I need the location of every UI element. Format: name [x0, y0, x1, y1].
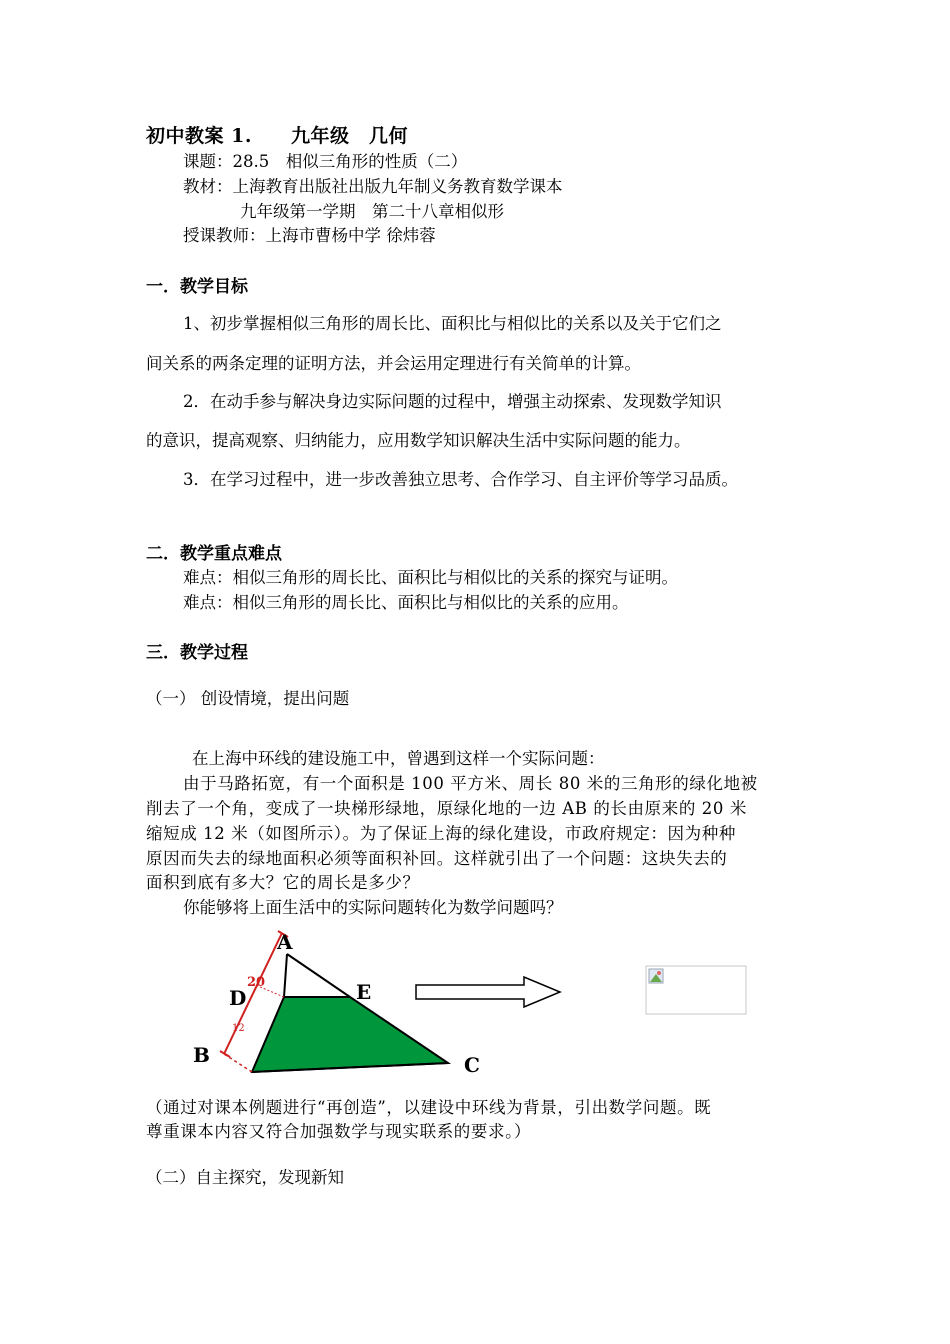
subsection-1-heading: （一） 创设情境，提出问题	[146, 689, 350, 708]
objective-1-line1: 1、初步掌握相似三角形的周长比、面积比与相似比的关系以及关于它们之	[183, 314, 722, 333]
vertex-label-a: A	[277, 930, 293, 954]
section-heading-objectives: 一．教学目标	[146, 277, 248, 297]
teacher-info: 授课教师：上海市曹杨中学 徐炜蓉	[183, 226, 436, 245]
length-label-db: 12	[232, 1023, 245, 1034]
transform-arrow-icon	[416, 977, 560, 1007]
problem-line1: 由于马路拓宽，有一个面积是 100 平方米、周长 80 米的三角形的绿化地被	[183, 774, 758, 793]
textbook-info-line2: 九年级第一学期 第二十八章相似形	[240, 202, 504, 221]
key-point-1: 难点：相似三角形的周长比、面积比与相似比的关系的探究与证明。	[183, 568, 678, 587]
trapezoid-dbce	[252, 997, 448, 1072]
objective-1-line2: 间关系的两条定理的证明方法，并会运用定理进行有关简单的计算。	[146, 354, 641, 373]
vertex-label-e: E	[356, 980, 372, 1004]
objective-3: 3．在学习过程中，进一步改善独立思考、合作学习、自主评价等学习品质。	[183, 470, 738, 489]
key-point-2: 难点：相似三角形的周长比、面积比与相似比的关系的应用。	[183, 593, 629, 612]
objective-2-line1: 2．在动手参与解决身边实际问题的过程中，增强主动探索、发现数学知识	[183, 392, 722, 411]
problem-question: 你能够将上面生活中的实际问题转化为数学问题吗？	[183, 898, 563, 917]
broken-image-icon	[649, 969, 663, 983]
length-label-ab: 20	[247, 975, 266, 990]
problem-line5: 面积到底有多大？它的周长是多少？	[146, 873, 420, 892]
vertex-label-c: C	[464, 1053, 480, 1077]
objective-2-line2: 的意识，提高观察、归纳能力，应用数学知识解决生活中实际问题的能力。	[146, 431, 691, 450]
segment-ad	[284, 954, 287, 997]
geometry-figure	[180, 925, 780, 1085]
vertex-label-b: B	[193, 1043, 210, 1067]
document-title: 初中教案 1. 九年级 几何	[146, 125, 408, 147]
problem-line2: 削去了一个角，变成了一块梯形绿地，原绿化地的一边 AB 的长由原来的 20 米	[146, 799, 747, 818]
problem-line3: 缩短成 12 米（如图所示）。为了保证上海的绿化建设，市政府规定：因为种种	[146, 824, 736, 843]
textbook-info: 教材：上海教育出版社出版九年制义务教育数学课本	[183, 177, 563, 196]
section-heading-key-points: 二．教学重点难点	[146, 544, 282, 564]
problem-line4: 原因而失去的绿地面积必须等面积补回。这样就引出了一个问题：这块失去的	[146, 849, 728, 868]
problem-intro: 在上海中环线的建设施工中，曾遇到这样一个实际问题：	[192, 749, 605, 768]
subsection-2-heading: （二）自主探究，发现新知	[146, 1168, 344, 1187]
vertex-label-d: D	[229, 986, 247, 1010]
note-line2: 尊重课本内容又符合加强数学与现实联系的要求。）	[146, 1122, 532, 1141]
section-heading-process: 三．教学过程	[146, 643, 248, 663]
segment-ae	[287, 954, 350, 997]
note-line1: （通过对课本例题进行“再创造”，以建设中环线为背景，引出数学问题。既	[146, 1098, 712, 1117]
lesson-topic: 课题：28.5 相似三角形的性质（二）	[183, 152, 468, 171]
